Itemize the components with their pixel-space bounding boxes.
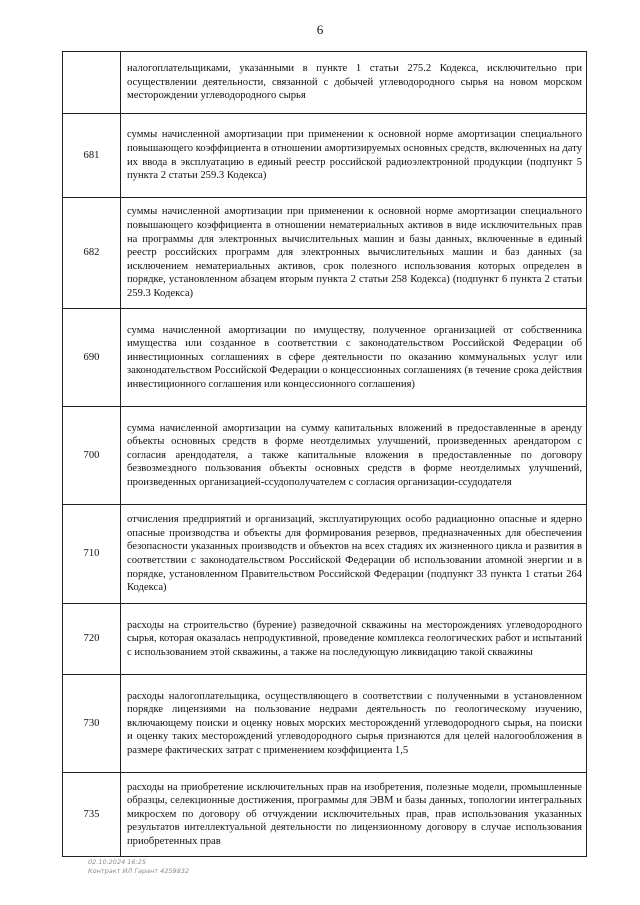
row-code: 690	[63, 309, 121, 407]
income-code-table	[62, 51, 587, 857]
table-row	[63, 407, 587, 505]
row-description: налогоплательщиками, указанными в пункте 1 статьи 275.2 Кодекса, исключительно при осуществлении деятельности, связанной с добычей углеводородного сырья на новом морском месторождении углеводородного сырья	[121, 52, 587, 114]
row-code: 735	[63, 773, 121, 857]
row-description: отчисления предприятий и организаций, эксплуатирующих особо радиационно опасные и ядерно опасные производства и объекты для формирования резервов, предназначенных для обеспечения безопасности указанных производств и объектов на всех стадиях их жизненного цикла и развития в соответствии с законодательством Российской Федерации об использовании атомной энергии и в порядке, установленном Правительством Российской Федерации (подпункт 33 пункта 1 статьи 264 Кодекса)	[121, 505, 587, 604]
table-row	[63, 309, 587, 407]
table-row	[63, 604, 587, 675]
table-row	[63, 52, 587, 114]
row-description: суммы начисленной амортизации при применении к основной норме амортизации специального повышающего коэффициента в отношении нематериальных активов в виде исключительных прав на программы для электронных вычислительных машин и базы данных, включенные в единый реестр российских программ для электронных вычислительных машин и баз данных (за исключением нематериальных активов, срок полезного использования которых определен в порядке, установленном абзацем вторым пункта 2 статьи 258 Кодекса) (подпункт 6 пункта 2 статьи 259.3 Кодекса)	[121, 198, 587, 309]
page-number: 6	[316, 22, 324, 37]
row-code	[63, 52, 121, 114]
stamp-date: 02.10.2024 16:25	[88, 858, 147, 866]
table-row	[63, 675, 587, 773]
row-description: расходы налогоплательщика, осуществляющего в соответствии с полученными в установленном порядке лицензиями на пользование недрами деятельность по геологическому изучению, включающему поиски и оценку новых морских месторождений углеводородного сырья, на поиски и оценку таких месторождений углеводородного сырья признаются для целей налогообложения в размере фактических затрат с применением коэффициента 1,5	[121, 675, 587, 773]
row-description: сумма начисленной амортизации по имуществу, полученное организацией от собственника имущества или созданное в соответствии с законодательством Российской Федерации об инвестиционных соглашениях в сфере деятельности по оказанию коммунальных услуг или законодательством Российской Федерации о концессионных соглашениях (в течение срока действия инвестиционного соглашения или концессионного соглашения)	[121, 309, 587, 407]
row-description: расходы на приобретение исключительных прав на изобретения, полезные модели, промышленные образцы, селекционные достижения, программы для ЭВМ и базы данных, топологии интегральных микросхем по договору об отчуждении исключительных прав, прав использования указанных результатов интеллектуальной деятельности по лицензионному договору в случае использования приобретенных прав	[121, 773, 587, 857]
row-code: 681	[63, 114, 121, 198]
row-code: 730	[63, 675, 121, 773]
row-description: расходы на строительство (бурение) разведочной скважины на месторождениях углеводородного сырья, которая оказалась непродуктивной, проведение комплекса геологических работ и испытаний с использованием этой скважины, а также на последующую ликвидацию такой скважины	[121, 604, 587, 675]
table-row	[63, 198, 587, 309]
document-stamp	[88, 858, 189, 876]
table-row	[63, 114, 587, 198]
row-code: 682	[63, 198, 121, 309]
table-row	[63, 773, 587, 857]
row-code: 710	[63, 505, 121, 604]
stamp-contract: Контракт ИЛ Гарант 4259832	[88, 867, 190, 875]
row-description: суммы начисленной амортизации при применении к основной норме амортизации специального повышающего коэффициента в отношении амортизируемых основных средств, включенных на дату их ввода в эксплуатацию в единый реестр российской радиоэлектронной продукции (подпункт 5 пункта 2 статьи 259.3 Кодекса)	[121, 114, 587, 198]
row-description: сумма начисленной амортизации на сумму капитальных вложений в предоставленные в аренду объекты основных средств в форме неотделимых улучшений, произведенных арендатором с согласия арендодателя, а также капитальные вложения в предоставленные по договору безвозмездного пользования объекты основных средств в форме неотделимых улучшений, произведенных организацией-ссудополучателем с согласия организации-ссудодателя	[121, 407, 587, 505]
table-row	[63, 505, 587, 604]
row-code: 720	[63, 604, 121, 675]
row-code: 700	[63, 407, 121, 505]
